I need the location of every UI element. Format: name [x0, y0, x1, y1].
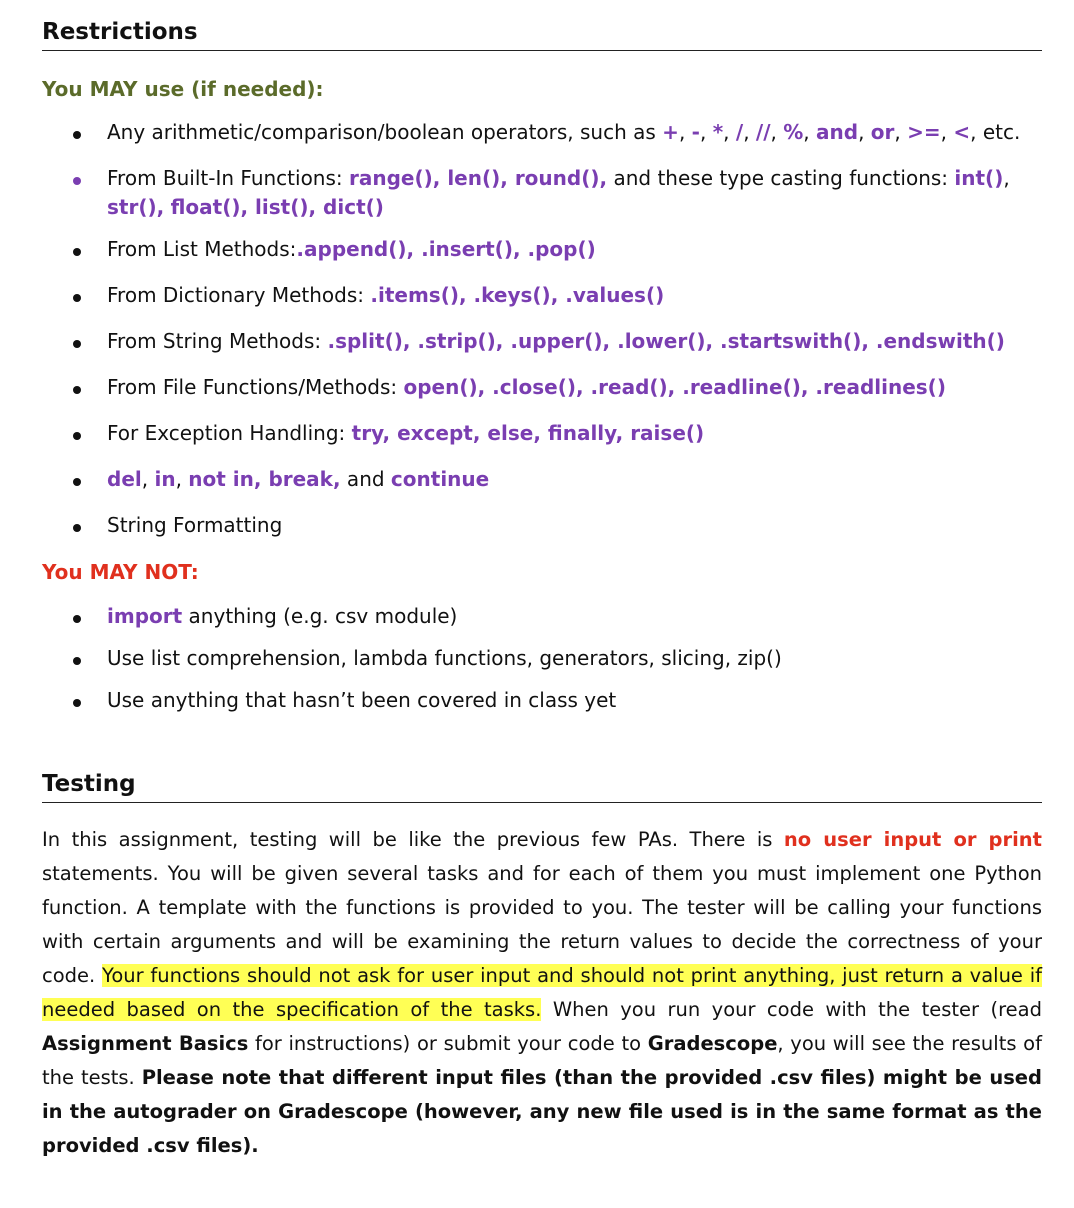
bullet-icon	[73, 615, 81, 623]
bullet-icon	[73, 177, 81, 185]
document-page	[42, 0, 1042, 1183]
list-item: String Formatting	[42, 511, 1042, 540]
list-item: del, in, not in, break, and continue	[42, 465, 1042, 494]
bullet-icon	[73, 340, 81, 348]
bullet-icon	[73, 478, 81, 486]
bullet-icon	[73, 432, 81, 440]
list-item: From File Functions/Methods: open(), .close(), .read(), .readline(), .readlines()	[42, 373, 1042, 402]
bullet-icon	[73, 131, 81, 139]
bullet-icon	[73, 524, 81, 532]
list-item: Use anything that hasn’t been covered in class yet	[42, 686, 1042, 715]
testing-paragraph: In this assignment, testing will be like the previous few PAs. There is no user input or print statements. You will be given several tasks and for each of them you must implement one Python function. A template with the functions is provided to you. The tester will be calling your functions with certain arguments and will be examining the return values to decide the correctness of your code. Your functions should not ask for user input and should not print anything, just return a value if needed based on the specification of the tasks. When you run your code with the tester (read Assignment Basics for instructions) or submit your code to Gradescope, you will see the results of the tests. Please note that different input files (than the provided .csv files) might be used in the autograder on Gradescope (however, any new file used is in the same format as the provided .csv files).	[42, 828, 1042, 1157]
restrictions-heading: Restrictions	[42, 17, 1042, 51]
list-item: For Exception Handling: try, except, else, finally, raise()	[42, 419, 1042, 448]
list-item: From Built-In Functions: range(), len(), round(), and these type casting functions: int(), str(), float(), list(), dict()	[42, 164, 1042, 222]
bullet-icon	[73, 294, 81, 302]
list-item: Any arithmetic/comparison/boolean operators, such as +, -, *, /, //, %, and, or, >=, <, etc.	[42, 118, 1042, 147]
bullet-icon	[73, 248, 81, 256]
bullet-icon	[73, 657, 81, 665]
bullet-icon	[73, 699, 81, 707]
highlighted-text: Your functions should not ask for user input and should not print anything, just return a value if needed based on the specification of the tasks.	[42, 964, 1042, 1021]
list-item: import anything (e.g. csv module)	[42, 602, 1042, 631]
testing-heading: Testing	[42, 769, 1042, 803]
list-item: Use list comprehension, lambda functions, generators, slicing, zip()	[42, 644, 1042, 673]
list-item: From String Methods: .split(), .strip(), .upper(), .lower(), .startswith(), .endswith()	[42, 327, 1042, 356]
bullet-icon	[73, 386, 81, 394]
list-item: From List Methods:.append(), .insert(), .pop()	[42, 235, 1042, 264]
may-not-heading: You MAY NOT:	[42, 560, 199, 584]
may-use-list	[42, 118, 1042, 540]
may-use-heading: You MAY use (if needed):	[42, 77, 324, 101]
list-item: From Dictionary Methods: .items(), .keys(), .values()	[42, 281, 1042, 310]
may-not-list	[42, 602, 1042, 715]
